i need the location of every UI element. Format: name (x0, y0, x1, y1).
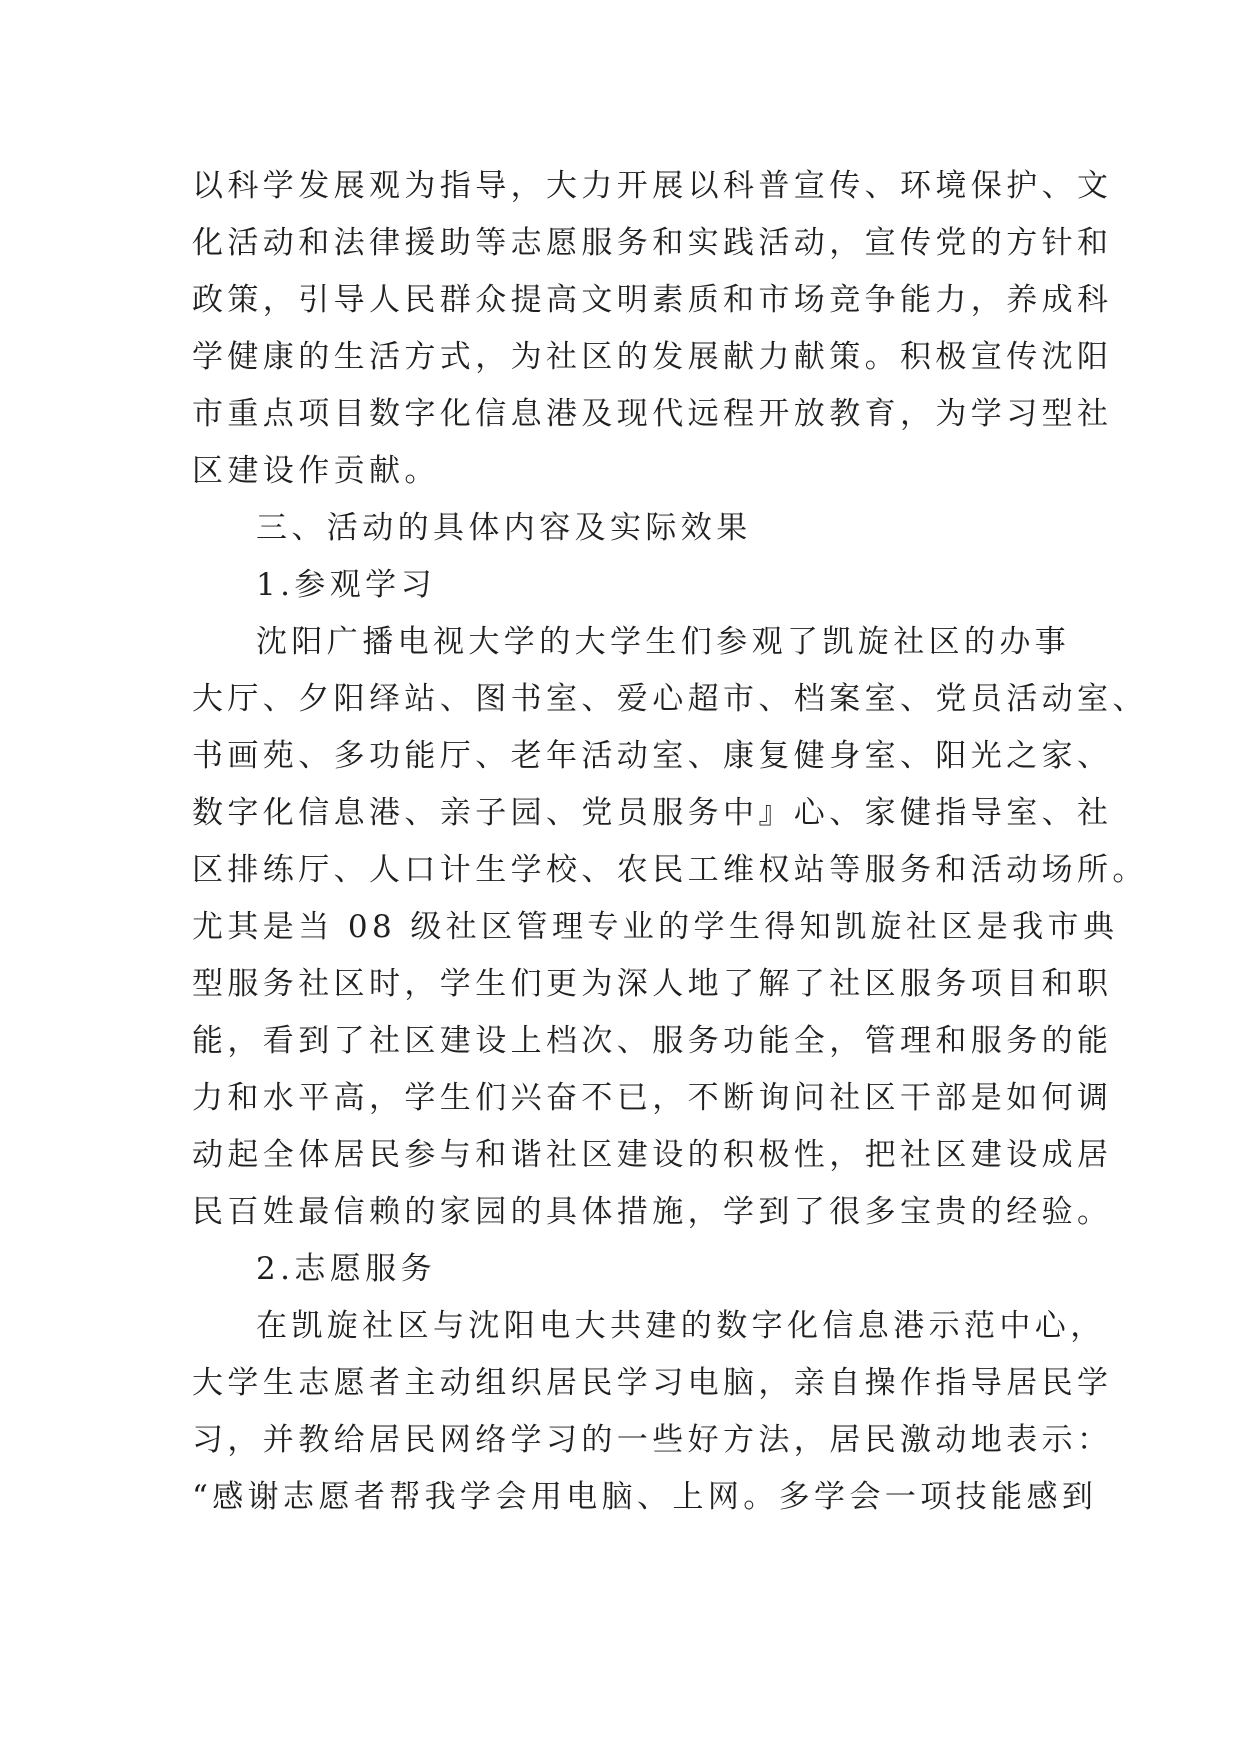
text-line: 区建设作贡献。 (192, 453, 440, 489)
subsection-heading: 1.参观学习 (256, 567, 436, 603)
text-line: 尤其是当 08 级社区管理专业的学生得知凯旋社区是我市典 (192, 909, 1119, 945)
paragraph-first-line: 沈阳广播电视大学的大学生们参观了凯旋社区的办事 (256, 624, 1071, 660)
text-line: 化活动和法律援助等志愿服务和实践活动，宣传党的方针和 (192, 225, 1113, 261)
text-line: 习，并教给居民网络学习的一些好方法，居民激动地表示： (192, 1422, 1113, 1458)
text-line: 市重点项目数字化信息港及现代远程开放教育，为学习型社 (192, 396, 1113, 432)
text-line: 学健康的生活方式，为社区的发展献力献策。积极宣传沈阳 (192, 339, 1113, 375)
paragraph-first-line: 在凯旋社区与沈阳电大共建的数字化信息港示范中心， (256, 1308, 1106, 1344)
text-line: 政策，引导人民群众提高文明素质和市场竞争能力，养成科 (192, 282, 1113, 318)
text-line: 书画苑、多功能厅、老年活动室、康复健身室、阳光之家、 (192, 738, 1113, 774)
text-line: 大厅、夕阳绎站、图书室、爱心超市、档案室、党员活动室、 (192, 681, 1148, 717)
section-heading: 三、活动的具体内容及实际效果 (256, 510, 752, 546)
text-line: “感谢志愿者帮我学会用电脑、上网。多学会一项技能感到 (192, 1479, 1098, 1515)
text-line: 民百姓最信赖的家园的具体措施，学到了很多宝贵的经验。 (192, 1194, 1113, 1230)
text-line: 数字化信息港、亲子园、党员服务中』心、家健指导室、社 (192, 795, 1113, 831)
document-body (192, 158, 1148, 1526)
text-line: 大学生志愿者主动组织居民学习电脑，亲自操作指导居民学 (192, 1365, 1113, 1401)
subsection-heading: 2.志愿服务 (256, 1251, 436, 1287)
text-line: 区排练厅、人口计生学校、农民工维权站等服务和活动场所。 (192, 852, 1148, 888)
text-line: 力和水平高，学生们兴奋不已，不断询问社区干部是如何调 (192, 1080, 1113, 1116)
text-line: 动起全体居民参与和谐社区建设的积极性，把社区建设成居 (192, 1137, 1113, 1173)
text-line: 型服务社区时，学生们更为深人地了解了社区服务项目和职 (192, 966, 1113, 1002)
text-line: 以科学发展观为指导，大力开展以科普宣传、环境保护、文 (192, 168, 1113, 204)
text-line: 能，看到了社区建设上档次、服务功能全，管理和服务的能 (192, 1023, 1113, 1059)
